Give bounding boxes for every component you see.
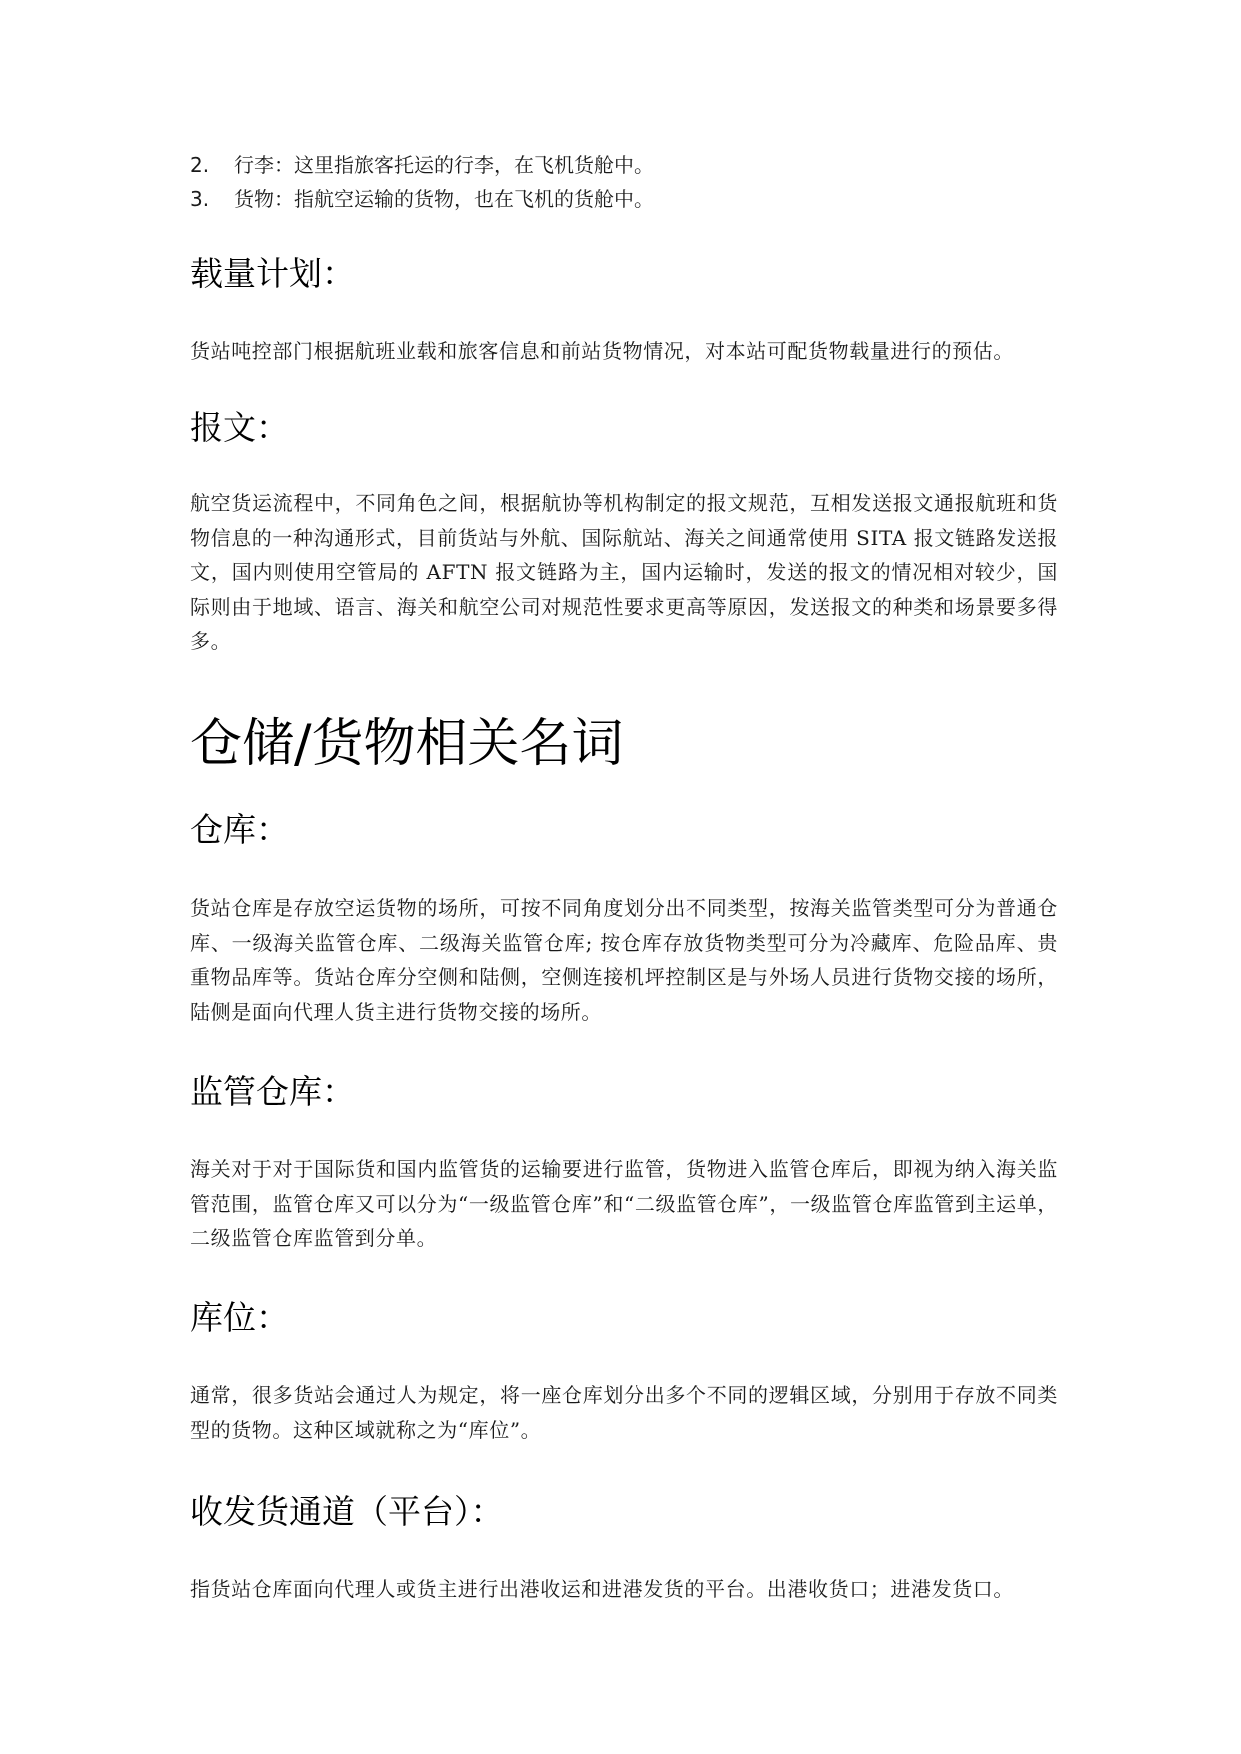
list-item — [190, 148, 1058, 182]
heading-message: 报文： — [190, 408, 289, 447]
paragraph-message: 航空货运流程中，不同角色之间，根据航协等机构制定的报文规范，互相发送报文通报航班和货物信息的一种沟通形式，目前货站与外航、国际航站、海关之间通常使用 SITA 报文链路发送报文，国内则使用空管局的 AFTN 报文链路为主，国内运输时，发送的报文的情况相对较少，国际则由于地域、语言、海关和航空公司对规范性要求更高等原因，发送报文的种类和场景要多得多。 — [190, 491, 1059, 653]
paragraph-load-plan: 货站吨控部门根据航班业载和旅客信息和前站货物情况，对本站可配货物载量进行的预估。 — [190, 339, 1014, 363]
heading-load-plan: 载量计划： — [190, 254, 355, 293]
numbered-list — [190, 148, 1058, 216]
paragraph-location: 通常，很多货站会通过人为规定，将一座仓库划分出多个不同的逻辑区域，分别用于存放不同类型的货物。这种区域就称之为“库位”。 — [190, 1383, 1058, 1442]
heading-warehouse: 仓库： — [190, 810, 289, 849]
list-number: 3. — [190, 187, 210, 211]
paragraph-warehouse: 货站仓库是存放空运货物的场所，可按不同角度划分出不同类型，按海关监管类型可分为普通仓库、一级海关监管仓库、二级海关监管仓库; 按仓库存放货物类型可分为冷藏库、危险品库、贵重物品库等。货站仓库分空侧和陆侧，空侧连接机坪控制区是与外场人员进行货物交接的场所，陆侧是面向代理人货主进行货物交接的场所。 — [190, 896, 1058, 1024]
heading-bonded-warehouse: 监管仓库： — [190, 1072, 355, 1111]
list-text: 货物：指航空运输的货物，也在飞机的货舱中。 — [234, 187, 654, 211]
list-number: 2. — [190, 153, 210, 177]
heading-channel: 收发货通道（平台）： — [190, 1492, 504, 1531]
list-text: 行李：这里指旅客托运的行李，在飞机货舱中。 — [234, 153, 654, 177]
chapter-title: 仓储/货物相关名词 — [190, 714, 624, 774]
paragraph-channel: 指货站仓库面向代理人或货主进行出港收运和进港发货的平台。出港收货口；进港发货口。 — [190, 1577, 1014, 1601]
paragraph-bonded-warehouse: 海关对于对于国际货和国内监管货的运输要进行监管，货物进入监管仓库后，即视为纳入海关监管范围，监管仓库又可以分为“一级监管仓库”和“二级监管仓库”，一级监管仓库监管到主运单，二级监管仓库监管到分单。 — [190, 1157, 1058, 1250]
list-item — [190, 182, 1058, 216]
heading-location: 库位： — [190, 1298, 289, 1337]
